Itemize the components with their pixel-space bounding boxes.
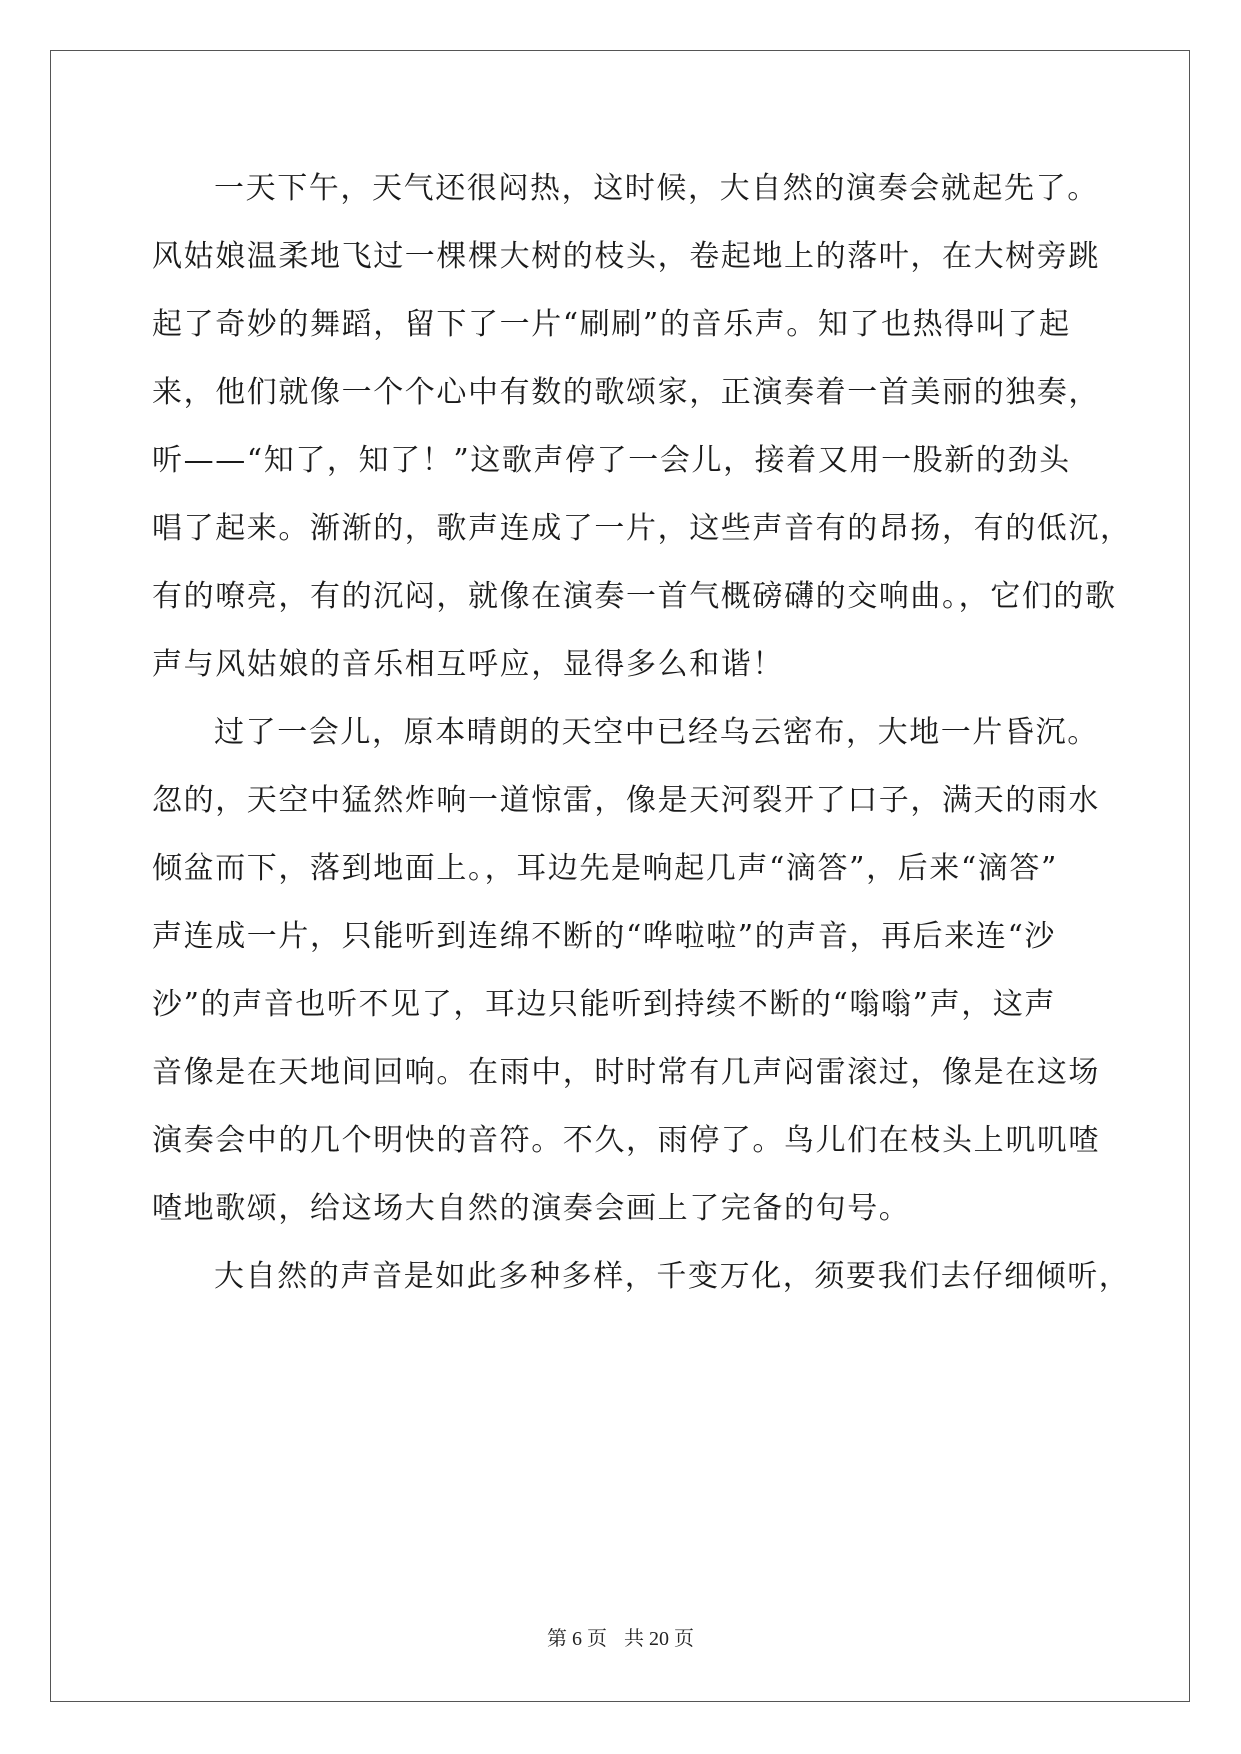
text-line: 一天下午，天气还很闷热，这时候，大自然的演奏会就起先了。 — [214, 171, 1099, 206]
text-line: 音像是在天地间回响。在雨中，时时常有几声闷雷滚过，像是在这场 — [152, 1055, 1100, 1090]
page-footer — [0, 1622, 1241, 1651]
text-line: 声与风姑娘的音乐相互呼应，显得多么和谐！ — [152, 647, 784, 682]
page-number: 第 6 页 — [547, 1628, 607, 1650]
text-line: 大自然的声音是如此多种多样，千变万化，须要我们去仔细倾听， — [214, 1259, 1131, 1294]
text-line: 有的嘹亮，有的沉闷，就像在演奏一首气概磅礴的交响曲。，它们的歌 — [152, 579, 1117, 614]
page-total: 共 20 页 — [624, 1628, 694, 1650]
text-line: 唱了起来。渐渐的，歌声连成了一片，这些声音有的昂扬，有的低沉， — [152, 511, 1132, 546]
text-line: 过了一会儿，原本晴朗的天空中已经乌云密布，大地一片昏沉。 — [214, 715, 1099, 750]
text-line: 沙”的声音也听不见了，耳边只能听到持续不断的“嗡嗡”声，这声 — [152, 987, 1057, 1022]
text-line: 喳地歌颂，给这场大自然的演奏会画上了完备的句号。 — [152, 1191, 911, 1226]
text-line: 起了奇妙的舞蹈，留下了一片“刷刷”的音乐声。知了也热得叫了起 — [152, 307, 1071, 342]
document-body — [152, 155, 1132, 1311]
text-line: 忽的，天空中猛然炸响一道惊雷，像是天河裂开了口子，满天的雨水 — [152, 783, 1100, 818]
text-line: 听——“知了，知了！”这歌声停了一会儿，接着又用一股新的劲头 — [152, 443, 1071, 478]
text-line: 演奏会中的几个明快的音符。不久，雨停了。鸟儿们在枝头上叽叽喳 — [152, 1123, 1100, 1158]
text-line: 倾盆而下，落到地面上。，耳边先是响起几声“滴答”，后来“滴答” — [152, 851, 1058, 886]
text-line: 来，他们就像一个个心中有数的歌颂家，正演奏着一首美丽的独奏， — [152, 375, 1100, 410]
text-line: 声连成一片，只能听到连绵不断的“哗啦啦”的声音，再后来连“沙 — [152, 919, 1057, 954]
text-line: 风姑娘温柔地飞过一棵棵大树的枝头，卷起地上的落叶，在大树旁跳 — [152, 239, 1100, 274]
